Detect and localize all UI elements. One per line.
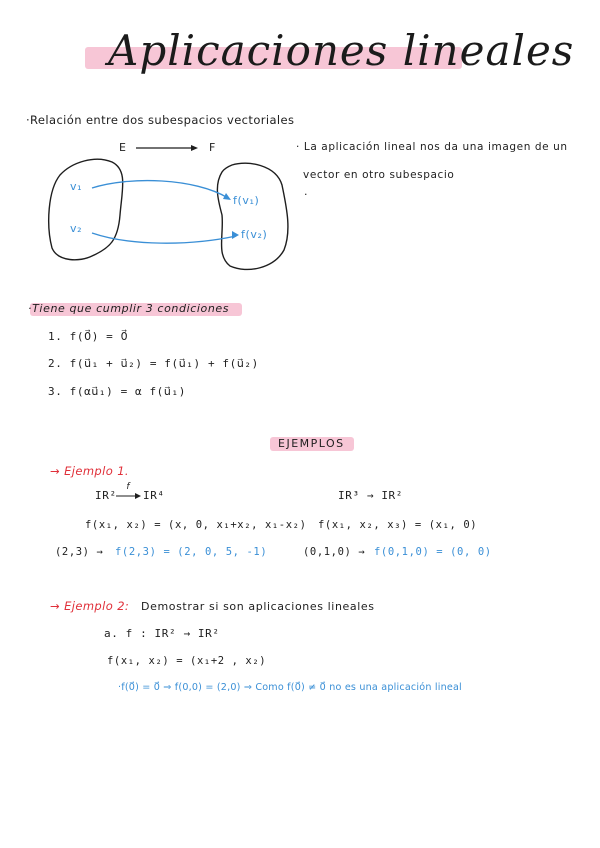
ex1-eval-right-result: f(0,1,0) = (0, 0) [374,546,492,558]
example-1-label: → Ejemplo 1. [50,464,129,478]
vector-v2: v₂ [70,222,83,235]
condition-1: 1. f(0⃗) = 0⃗ [48,330,129,343]
ex1-def-left: f(x₁, x₂) = (x, 0, x₁+x₂, x₁-x₂) [85,519,307,531]
example-2-label: → Ejemplo 2: [50,599,130,613]
image-fv2: f(v₂) [241,228,268,241]
note-line-2: vector en otro subespacio [303,169,455,181]
image-fv1: f(v₁) [233,194,260,207]
ex1-codomain: IR⁴ [143,489,165,502]
ex2-def: f(x₁, x₂) = (x₁+2 , x₂) [107,655,267,667]
arrow-v1 [92,181,228,198]
arrow-v2 [92,233,236,243]
subspace-e-shape [49,159,123,260]
ex2-check: ·f(0⃗) = 0⃗ ⇒ f(0,0) = (2,0) ⇒ Como f(0⃗) ≠ 0⃗ no es una aplicación lineal [118,682,462,693]
conditions-heading: ·Tiene que cumplir 3 condiciones [28,302,230,315]
condition-2: 2. f(u⃗₁ + u⃗₂) = f(u⃗₁) + f(u⃗₂) [48,357,259,370]
arrow-v2-head [232,231,239,239]
ex1-def-right: f(x₁, x₂, x₃) = (x₁, 0) [318,519,478,531]
page-title: Aplicaciones lineales [108,26,575,75]
ex2-part-a: a. f : IR² → IR² [104,627,220,640]
ex1-eval-left-result: f(2,3) = (2, 0, 5, -1) [115,546,268,558]
subspace-f-shape [217,163,288,269]
example-2-text: Demostrar si son aplicaciones lineales [141,600,375,613]
examples-heading: EJEMPLOS [278,437,345,450]
note-line-1: · La aplicación lineal nos da una imagen de un [296,141,568,153]
ex1-eval-left-input: (2,3) → [55,546,104,558]
ex1-domain: IR² [95,489,117,502]
label-f: F [209,141,216,154]
vector-v1: v₁ [70,180,83,193]
e-to-f-arrowhead [191,145,198,151]
relation-heading: ·Relación entre dos subespacios vectoriales [26,113,295,127]
label-e: E [119,141,127,154]
condition-3: 3. f(αu⃗₁) = α f(u⃗₁) [48,385,186,398]
ex1-eval-right-input: (0,1,0) → [303,546,366,558]
ex1-map-f: f [126,482,130,492]
ex1-right-map: IR³ → IR² [338,489,404,502]
note-dot: · [304,188,309,201]
